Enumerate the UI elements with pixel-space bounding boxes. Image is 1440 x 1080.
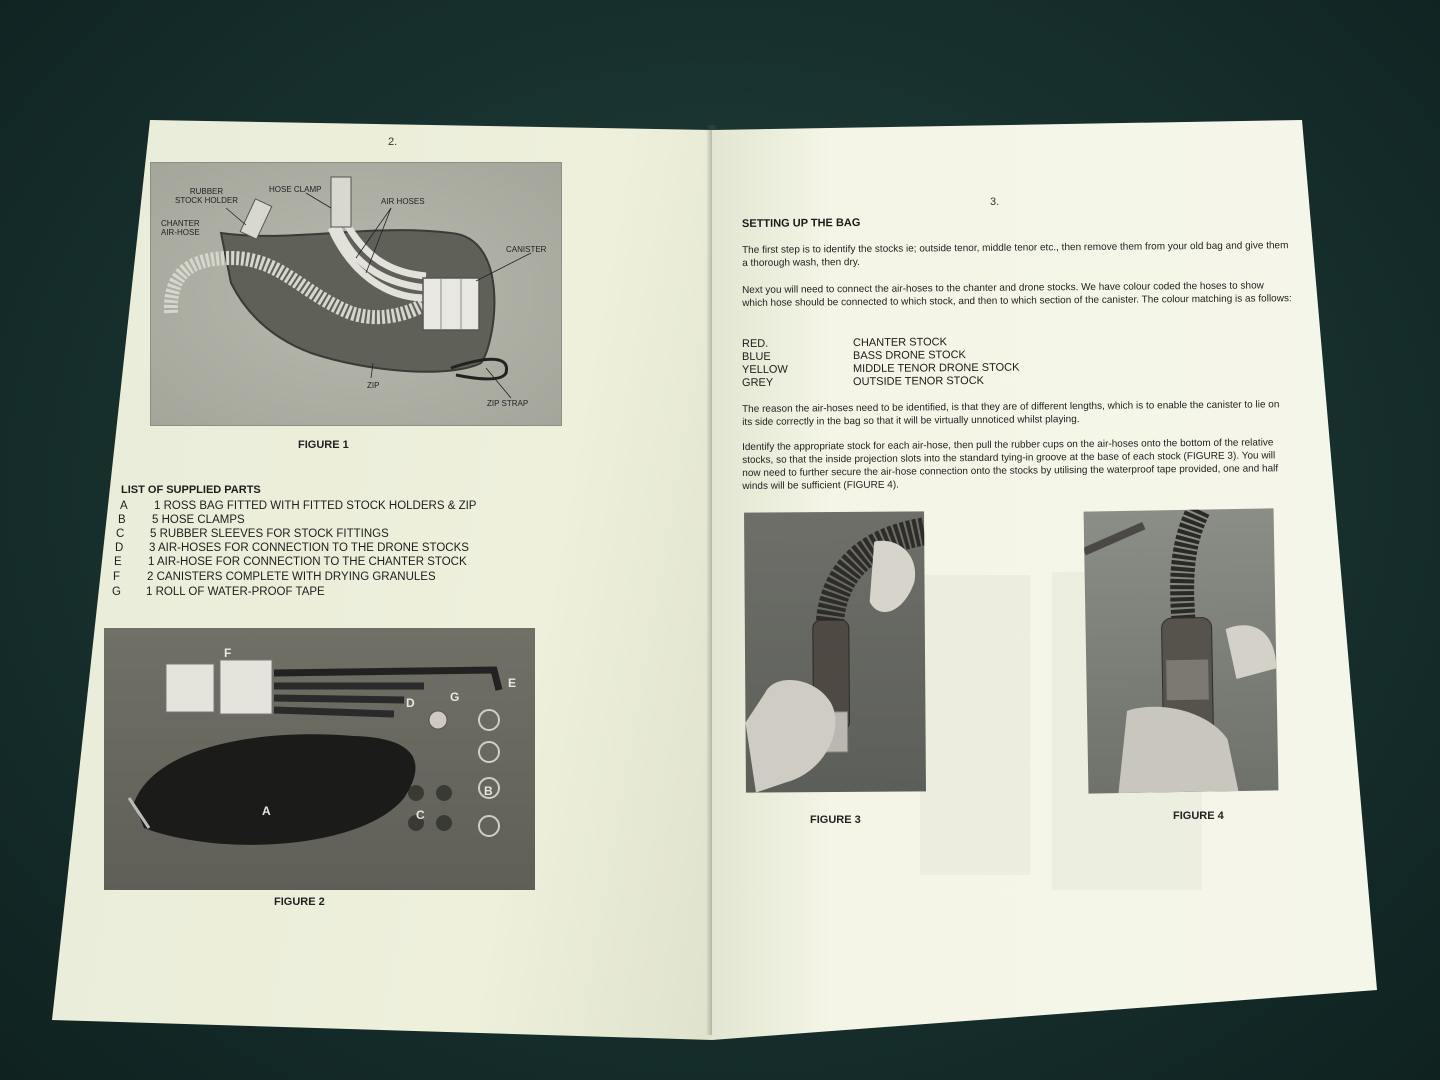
figure-2-photo [104,628,535,890]
photo-label-e: E [508,676,517,690]
photo-label-c: C [416,808,425,822]
photo-label-f: F [224,646,232,660]
list-item: D 3 AIR-HOSES FOR CONNECTION TO THE DRONE STOCKS [115,542,469,554]
photo-label-a: A [262,804,271,818]
section-title: SETTING UP THE BAG [741,216,861,230]
paragraph-3: The reason the air-hoses need to be identified, is that they are of different lengths, which is to enable the canister to lie on its side correctly in the bag so that it will be virtually unnoticed whilst playing. [742,399,1280,428]
page-number-right: 3. [990,196,1000,208]
parts-list-title: LIST OF SUPPLIED PARTS [121,484,261,496]
list-item: F 2 CANISTERS COMPLETE WITH DRYING GRANULES [113,571,436,583]
figure-2-caption: FIGURE 2 [274,896,325,908]
figure-4-photo [1084,508,1279,793]
bleed-through-shadow [920,575,1030,875]
colour-row-blue: BLUE BASS DRONE STOCK [741,349,966,363]
figure-1-diagram [150,162,562,426]
colour-row-yellow: YELLOW MIDDLE TENOR DRONE STOCK [741,361,1020,376]
paragraph-2: Next you will need to connect the air-hoses to the chanter and drone stocks. We have colour coded the hoses to show which hose should be connected to which stock, and then to which section of the canister. The colour matching is as follows: [742,280,1292,309]
page-number-left: 2. [388,136,398,148]
label-zip-strap: ZIP STRAP [487,399,529,408]
photo-label-g: G [450,690,460,704]
hose-connection-photo [744,511,926,792]
label-hose-clamp: HOSE CLAMP [269,185,322,194]
paragraph-4: Identify the appropriate stock for each air-hose, then pull the rubber cups on the air-hoses onto the bottom of the relative stocks, so that the inside projection slots into the standard tying-in groove at the base of each stock (FIGURE 3). You will now need to further secure the air-hose connection onto the stocks by utilising the waterproof tape provided, one and half winds will be sufficient (FIGURE 4). [742,437,1279,492]
colour-row-grey: GREY OUTSIDE TENOR STOCK [741,374,985,389]
colour-row-red: RED. CHANTER STOCK [741,336,947,350]
paragraph-1: The first step is to identify the stocks ie; outside tenor, middle tenor etc., then remove them from your old bag and give them a thorough wash, then dry. [742,240,1289,269]
list-item: C 5 RUBBER SLEEVES FOR STOCK FITTINGS [116,528,389,540]
label-rubber-stock-holder: RUBBER STOCK HOLDER [175,187,238,205]
label-air-hoses: AIR HOSES [381,197,425,206]
label-chanter-air-hose: CHANTER AIR-HOSE [161,219,200,237]
figure-3-caption: FIGURE 3 [810,814,861,826]
label-zip: ZIP [367,381,380,390]
photo-label-d: D [406,696,415,710]
figure-1-caption: FIGURE 1 [298,439,349,451]
list-item: A 1 ROSS BAG FITTED WITH FITTED STOCK HOLDERS & ZIP [120,500,477,512]
taped-connection-photo [1084,508,1279,793]
supplied-parts-photo [104,628,535,890]
figure-3-photo [744,511,926,792]
list-item: B 5 HOSE CLAMPS [118,514,245,526]
list-item: E 1 AIR-HOSE FOR CONNECTION TO THE CHANTER STOCK [114,556,467,568]
photo-label-b: B [484,784,493,798]
label-canister: CANISTER [506,245,547,254]
figure-4-caption: FIGURE 4 [1173,810,1224,822]
list-item: G 1 ROLL OF WATER-PROOF TAPE [112,586,325,598]
